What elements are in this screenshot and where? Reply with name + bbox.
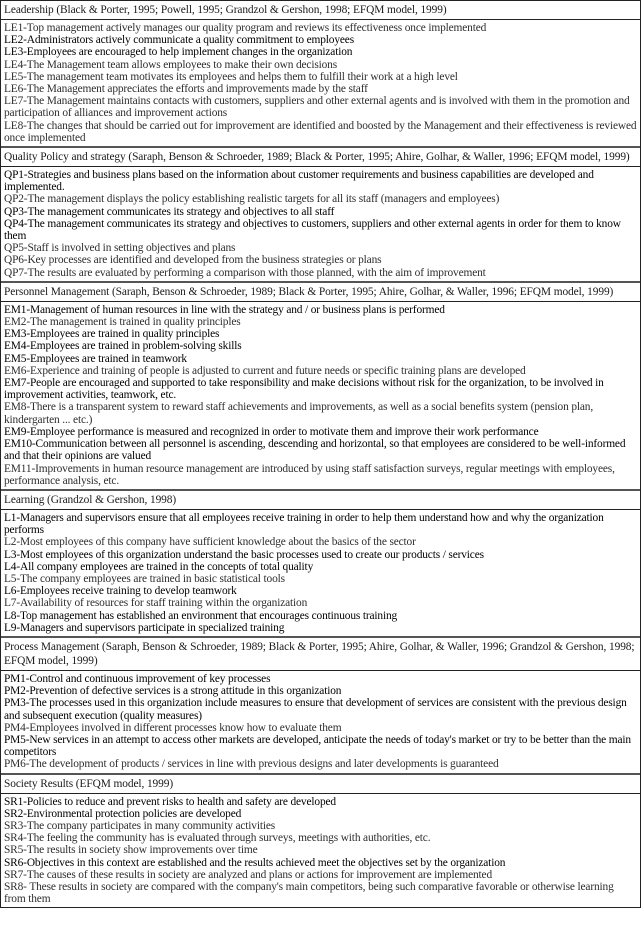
item-em8: EM8-There is a transparent system to reward staff achievements and improvements, as well as a social benefits system (pension plan, kindergarten ... etc.) (4, 401, 594, 426)
item-le4: LE4-The Management team allows employees to make their own decisions (4, 58, 337, 71)
section-header-quality-policy: Quality Policy and strategy (Saraph, Benson & Schroeder, 1989; Black & Porter, 1995; Ahire, Golhar, & Waller, 1996; EFQM model, 1999) (1, 148, 640, 167)
item-qp3: QP3-The management communicates its strategy and objectives to all staff (4, 205, 335, 218)
item-em5: EM5-Employees are trained in teamwork (4, 352, 187, 365)
section-header-leadership: Leadership (Black & Porter, 1995; Powell, 1995; Grandzol & Gershon, 1998; EFQM model, 1999) (1, 1, 640, 20)
item-pm6: PM6-The development of products / services in line with previous designs and later developments is guaranteed (4, 758, 499, 771)
item-sr1: SR1-Policies to reduce and prevent risks to health and safety are developed (4, 795, 336, 808)
item-em11: EM11-Improvements in human resource management are introduced by using staff satisfaction surveys, regular meetings with employees, performance analysis, etc. (4, 462, 615, 487)
item-em7: EM7-People are encouraged and supported to take responsibility and make decisions without risk for the organization, to be involved in improvement activities, teamwork, etc. (4, 377, 604, 402)
section-body-process-management (1, 671, 640, 775)
item-sr7: SR7-The causes of these results in society are analyzed and plans or actions for improvement are implemented (4, 868, 492, 881)
item-em3: EM3-Employees are trained in quality principles (4, 328, 220, 341)
item-l6: L6-Employees receive training to develop teamwork (4, 585, 237, 598)
item-qp5: QP5-Staff is involved in setting objectives and plans (4, 242, 236, 255)
item-em2: EM2-The management is trained in quality principles (4, 316, 241, 329)
item-sr4: SR4-The feeling the community has is evaluated through surveys, meetings with authorities, etc. (4, 832, 431, 845)
item-qp1: QP1-Strategies and business plans based on the information about customer requirements and business capabilities are developed and implemented. (4, 169, 594, 194)
item-l3: L3-Most employees of this organization understand the basic processes used to create our products / services (4, 548, 484, 561)
item-em6: EM6-Experience and training of people is adjusted to current and future needs or specific training plans are developed (4, 364, 526, 377)
item-le6: LE6-The Management appreciates the efforts and improvements made by the staff (4, 83, 368, 96)
item-sr5: SR5-The results in society show improvements over time (4, 844, 258, 857)
item-sr2: SR2-Environmental protection policies are developed (4, 807, 242, 820)
item-pm1: PM1-Control and continuous improvement of key processes (4, 672, 271, 685)
item-l5: L5-The company employees are trained in basic statistical tools (4, 572, 285, 585)
section-header-personnel-management: Personnel Management (Saraph, Benson & Schroeder, 1989; Black & Porter, 1995; Ahire, Golhar, & Waller, 1996; EFQM model, 1999) (1, 283, 640, 302)
item-pm3: PM3-The processes used in this organization include measures to ensure that development of services are consistent with the previous design and subsequent execution (quality measures) (4, 697, 627, 722)
item-sr8: SR8- These results in society are compared with the company's main competitors, being such comparative favorable or otherwise learning from them (4, 880, 614, 906)
item-em4: EM4-Employees are trained in problem-solving skills (4, 340, 242, 353)
item-le3: LE3-Employees are encouraged to help implement changes in the organization (4, 46, 353, 59)
item-em9: EM9-Employee performance is measured and recognized in order to motivate them and improve their work performance (4, 425, 539, 438)
section-body-personnel-management (1, 302, 640, 491)
section-header-process-management: Process Management (Saraph, Benson & Schroeder, 1989; Black & Porter, 1995; Ahire, Golhar, & Waller, 1996; Grandzol & Gershon, 1998; EFQM model, 1999) (1, 638, 640, 671)
item-le2: LE2-Administrators actively communicate a quality commitment to employees (4, 34, 354, 47)
item-l9: L9-Managers and supervisors participate in specialized training (4, 621, 285, 634)
item-sr3: SR3-The company participates in many community activities (4, 819, 276, 832)
item-sr6: SR6-Objectives in this context are established and the results achieved meet the objectives set by the organization (4, 856, 506, 869)
section-body-society-results (1, 794, 640, 909)
item-l2: L2-Most employees of this company have sufficient knowledge about the basics of the sector (4, 536, 416, 549)
item-le8: LE8-The changes that should be carried out for improvement are identified and boosted by the Management and their effectiveness is reviewed once implemented (4, 119, 637, 144)
item-l7: L7-Availability of resources for staff training within the organization (4, 597, 308, 610)
item-le5: LE5-The management team motivates its employees and helps them to fulfill their work at a high level (4, 70, 458, 83)
section-body-learning (1, 510, 640, 638)
item-qp2: QP2-The management displays the policy establishing realistic targets for all its staff (managers and employees) (4, 193, 500, 206)
item-em1: EM1-Management of human resources in line with the strategy and / or business plans is performed (4, 303, 445, 316)
section-body-leadership (1, 20, 640, 148)
section-header-learning: Learning (Grandzol & Gershon, 1998) (1, 491, 640, 510)
item-l1: L1-Managers and supervisors ensure that all employees receive training in order to help them understand how and why the organization performs (4, 511, 604, 537)
item-qp7: QP7-The results are evaluated by performing a comparison with those planned, with the aim of improvement (4, 266, 486, 279)
section-header-society-results: Society Results (EFQM model, 1999) (1, 775, 640, 794)
item-pm4: PM4-Employees involved in different processes know how to evaluate them (4, 721, 342, 734)
item-le1: LE1-Top management actively manages our quality program and reviews its effectiveness once implemented (4, 22, 487, 34)
section-body-quality-policy (1, 167, 640, 283)
item-qp6: QP6-Key processes are identified and developed from the business strategies or plans (4, 254, 382, 267)
item-le7: LE7-The Management maintains contacts with customers, suppliers and other external agents and is involved with them in the promotion and participation of alliances and improvement actions (4, 95, 630, 120)
item-pm2: PM2-Prevention of defective services is a strong attitude in this organization (4, 685, 342, 698)
item-l4: L4-All company employees are trained in the concepts of total quality (4, 560, 314, 573)
item-em10: EM10-Communication between all personnel is ascending, descending and horizontal, so that employees are considered to be well-informed and that their opinions are valued (4, 438, 626, 463)
item-pm5: PM5-New services in an attempt to access other markets are developed, anticipate the needs of today's market or try to be better than the main competitors (4, 733, 631, 759)
item-qp4: QP4-The management communicates its strategy and objectives to customers, suppliers and other external agents in order for them to know them (4, 217, 621, 243)
item-l8: L8-Top management has established an environment that encourages continuous training (4, 609, 398, 622)
